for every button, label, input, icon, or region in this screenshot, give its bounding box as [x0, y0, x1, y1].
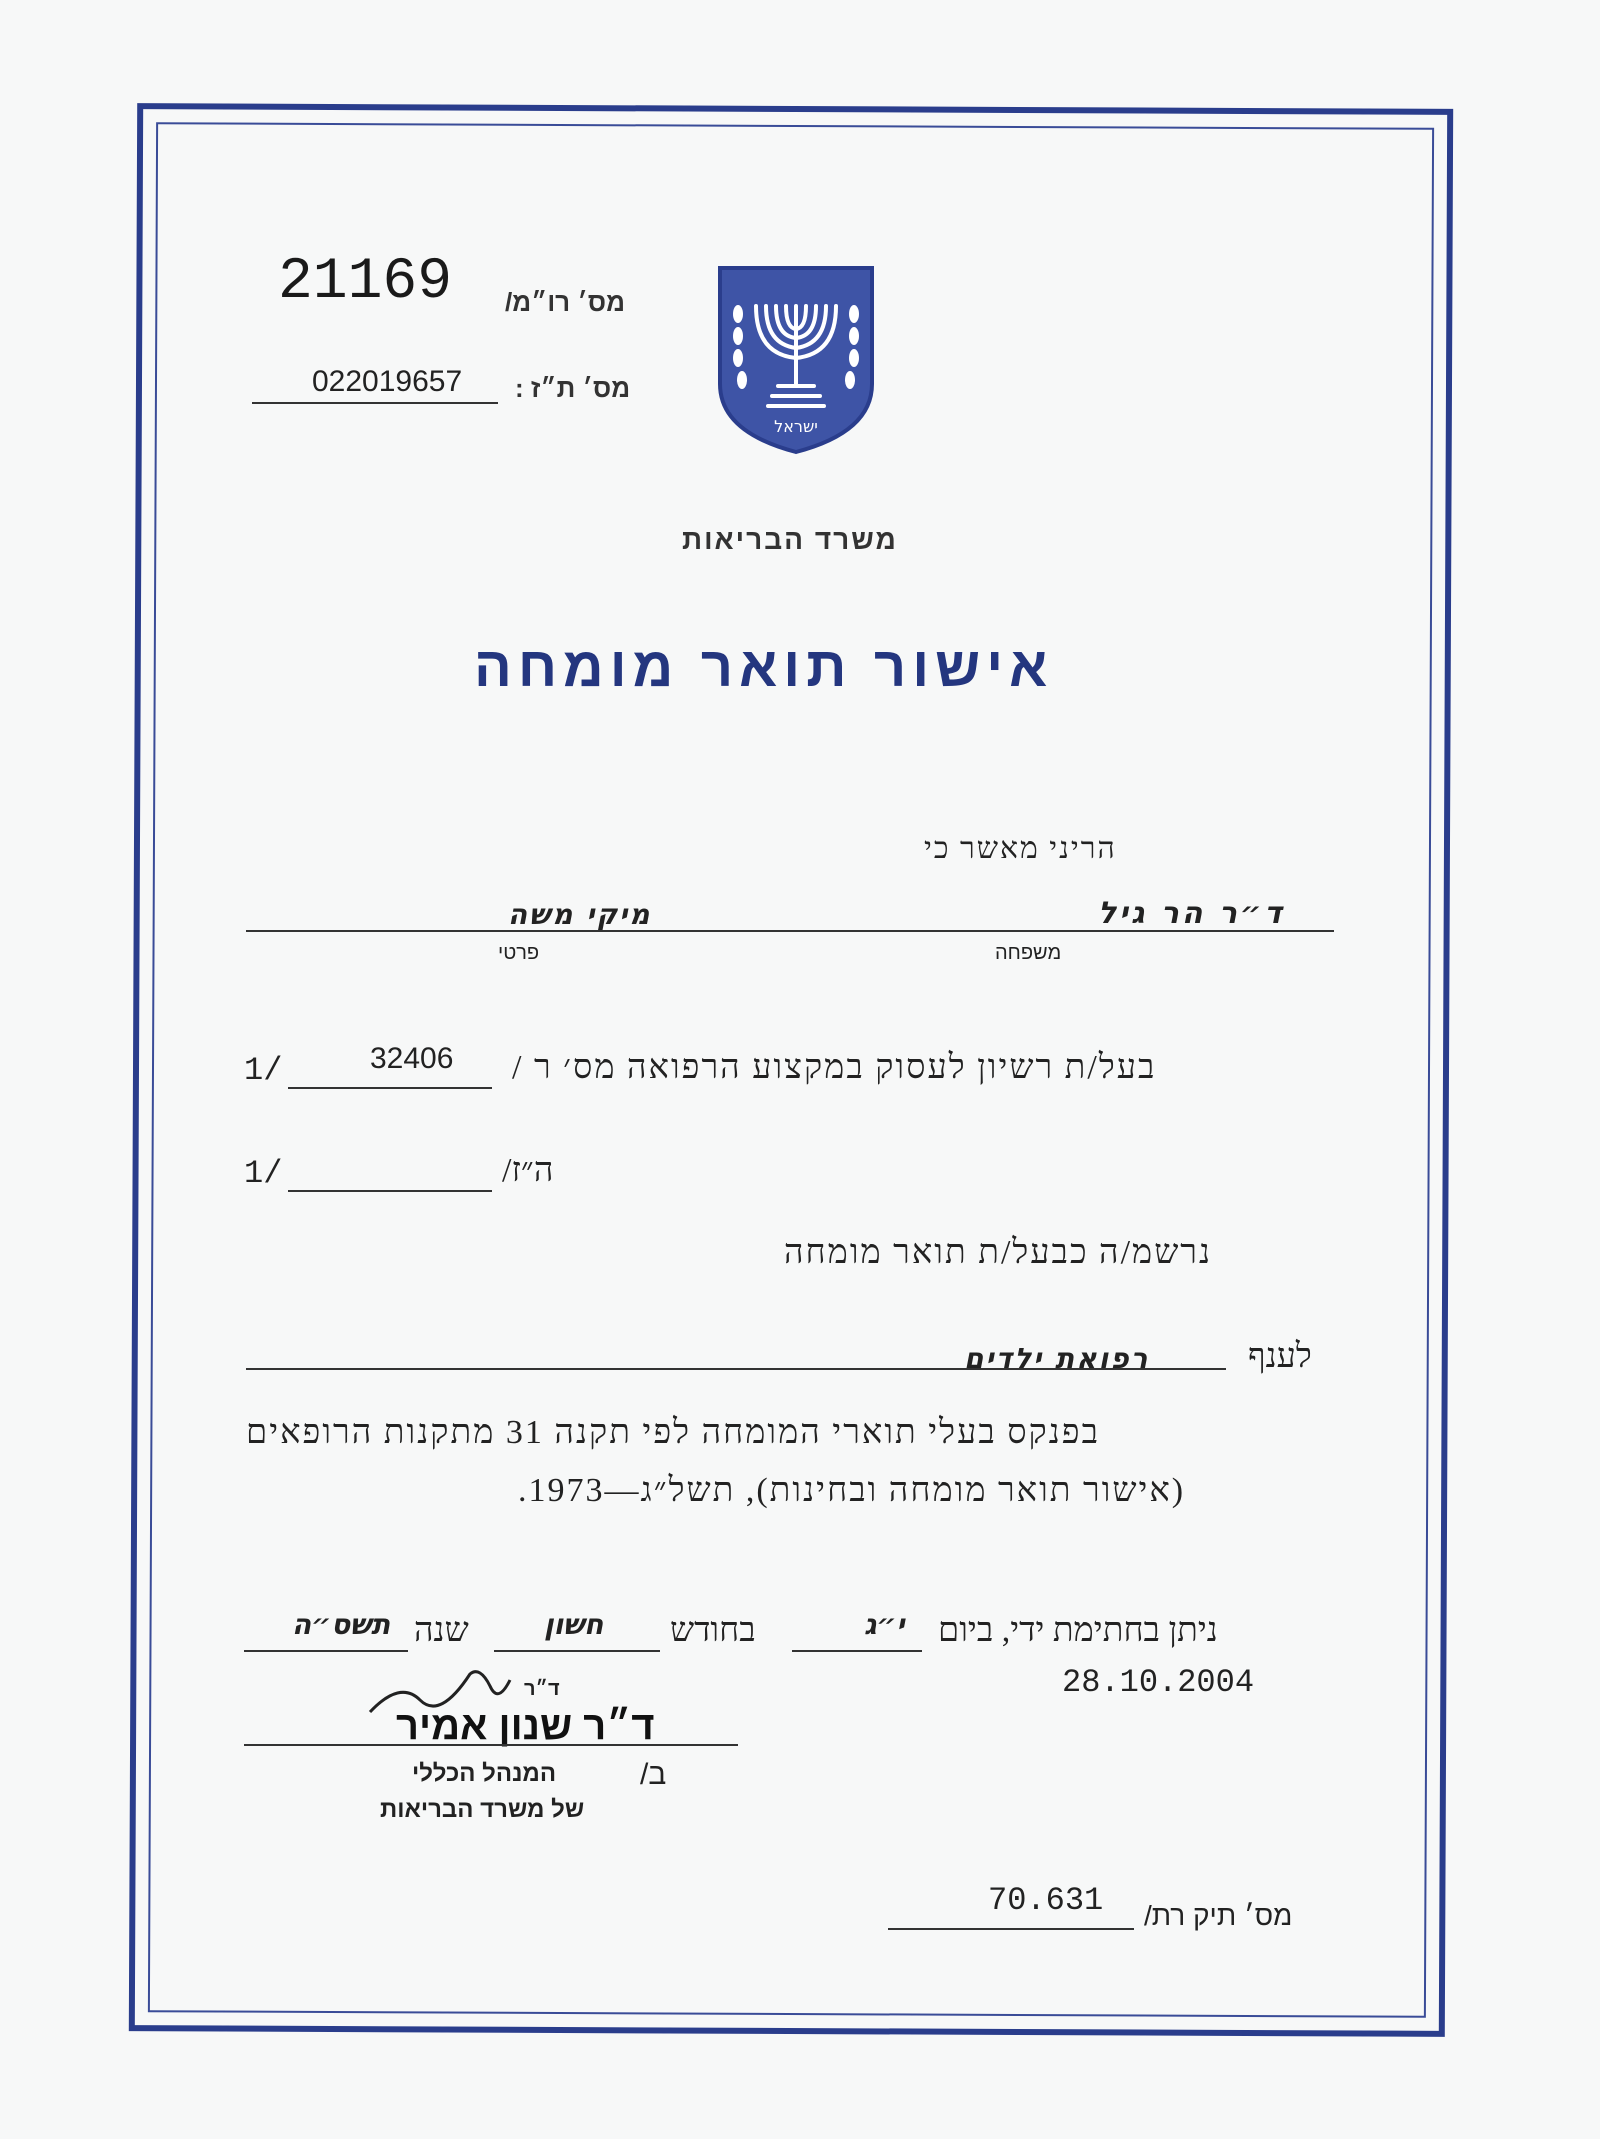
- bet-label: ב/: [640, 1758, 667, 1791]
- name-underline: [246, 930, 1334, 932]
- certificate-title: אישור תואר מומחה: [474, 635, 1054, 698]
- hz-underline: [288, 1190, 492, 1192]
- signature-year: תשס״ה: [292, 1608, 391, 1641]
- emblem-caption: ישראל: [774, 417, 818, 436]
- state-emblem: [716, 264, 876, 456]
- tz-label: מס׳ ת״ז :: [515, 373, 631, 403]
- field-value: רפואת ילדים: [964, 1342, 1150, 1375]
- doctor-family-name: ד״ר הר גיל: [1098, 896, 1285, 931]
- director-title-line-1: המנהל הכללי: [412, 1760, 557, 1787]
- license-suffix: 1/: [244, 1052, 283, 1089]
- signature-day: י״ג: [864, 1608, 905, 1641]
- tz-number: 022019657: [312, 365, 463, 398]
- regulation-line-2: (אישור תואר מומחה ובחינות), תשל״ג—1973.: [518, 1472, 1186, 1509]
- license-text: בעל/ת רשיון לעסוק במקצוע הרפואה מס׳ ר /: [512, 1049, 1157, 1086]
- tz-underline: [252, 402, 498, 404]
- month-underline: [494, 1650, 660, 1652]
- file-underline: [888, 1928, 1134, 1930]
- file-label: מס׳ תיק רת/: [1144, 1900, 1293, 1931]
- director-title-line-2: של משרד הבריאות: [380, 1796, 585, 1823]
- signer-name: ד״ר שנון אמיר: [396, 1704, 655, 1748]
- license-number: 32406: [370, 1042, 454, 1075]
- field-underline: [246, 1368, 1226, 1370]
- hz-suffix: 1/: [244, 1155, 283, 1192]
- regulation-line-1: בפנקס בעלי תוארי המומחה לפי תקנה 31 מתקנות הרופאים: [246, 1414, 1101, 1451]
- signature-month: חשון: [544, 1608, 604, 1641]
- field-label: לענף: [1248, 1338, 1312, 1375]
- rom-number: 21169: [278, 250, 453, 315]
- day-underline: [792, 1650, 922, 1652]
- registered-text: נרשמ/ה כבעל/ת תואר מומחה: [784, 1234, 1213, 1271]
- signature-underline: [244, 1744, 738, 1746]
- ministry-name: משרד הבריאות: [682, 524, 898, 555]
- label-first: פרטי: [498, 942, 540, 964]
- signature-date: 28.10.2004: [1062, 1664, 1255, 1701]
- doctor-first-name: מיקי משה: [508, 898, 652, 931]
- year-underline: [244, 1650, 408, 1652]
- signer-title: ד״ר: [524, 1678, 560, 1700]
- license-underline: [288, 1087, 492, 1089]
- file-number: 70.631: [988, 1882, 1104, 1919]
- month-label: בחודש: [670, 1612, 756, 1649]
- intro-text: הריני מאשר כי: [924, 832, 1117, 865]
- hz-label: ה״ז/: [502, 1152, 554, 1189]
- given-label: ניתן בחתימת ידי, ביום: [938, 1612, 1218, 1649]
- rom-label: מס׳ רו״מ/: [505, 287, 625, 317]
- label-family: משפחה: [995, 942, 1062, 964]
- year-label: שנה: [414, 1612, 469, 1649]
